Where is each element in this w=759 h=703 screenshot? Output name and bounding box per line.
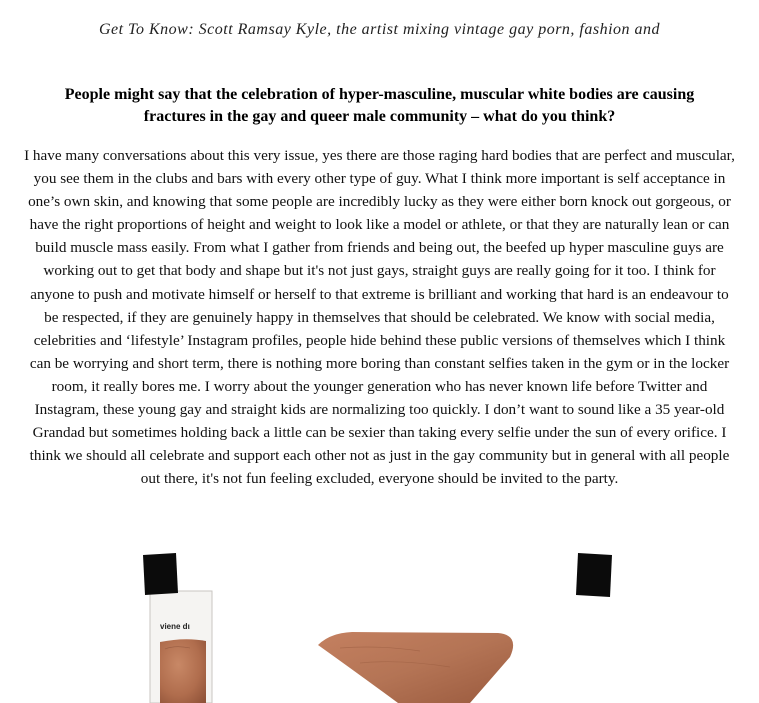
black-tape-right [576,553,612,597]
collage-artwork-image [0,553,759,703]
collage-artwork-svg [0,553,759,703]
article-header-title: Get To Know: Scott Ramsay Kyle, the artist mixing vintage gay porn, fashion and [98,21,661,38]
collage-caption: viene dι [160,622,190,631]
interview-answer: I have many conversations about this very issue, yes there are those raging hard bodies that are perfect and muscular, you see them in the clubs and bars with every other type of guy. What I think more important is self acceptance in one’s own skin, and knowing that some people are incredibly lucky as they were either born knock out gorgeous, or have the right proportions of height and weight to look like a model or athlete, or that they are naturally lean or can build muscle mass easily. From what I gather from friends and being out, the beefed up hyper masculine guys are working out to get that body and shape but it's not just gays, straight guys are really going for it too. I think for anyone to push and motivate himself or herself to that extreme is brilliant and working that hard is an endeavour to be respected, if they are genuinely happy in themselves that should be celebrated. We know with social media, celebrities and ‘lifestyle’ Instagram profiles, people hide behind these public versions of themselves which I think can be worrying and short term, there is nothing more boring than constant selfies taken in the gym or in the locker room, it really bores me. I worry about the younger generation who has never known life before Twitter and Instagram, these young gay and straight kids are normalizing too quickly. I don’t want to sound like a 35 year-old Grandad but sometimes holding back a little can be sexier than taking every selfie under the sun of every orifice. I think we should all celebrate and support each other not as just in the gay community but in general with all people out there, it's not fun feeling excluded, everyone should be invited to the party. [24,147,735,488]
skin-fragment-left [160,639,206,703]
interview-question: People might say that the celebration of hyper-masculine, muscular white bodies are causing fractures in the gay and queer male community – what do you think? [64,86,695,125]
black-tape-left [143,553,178,595]
skin-fragment-large [318,632,513,703]
